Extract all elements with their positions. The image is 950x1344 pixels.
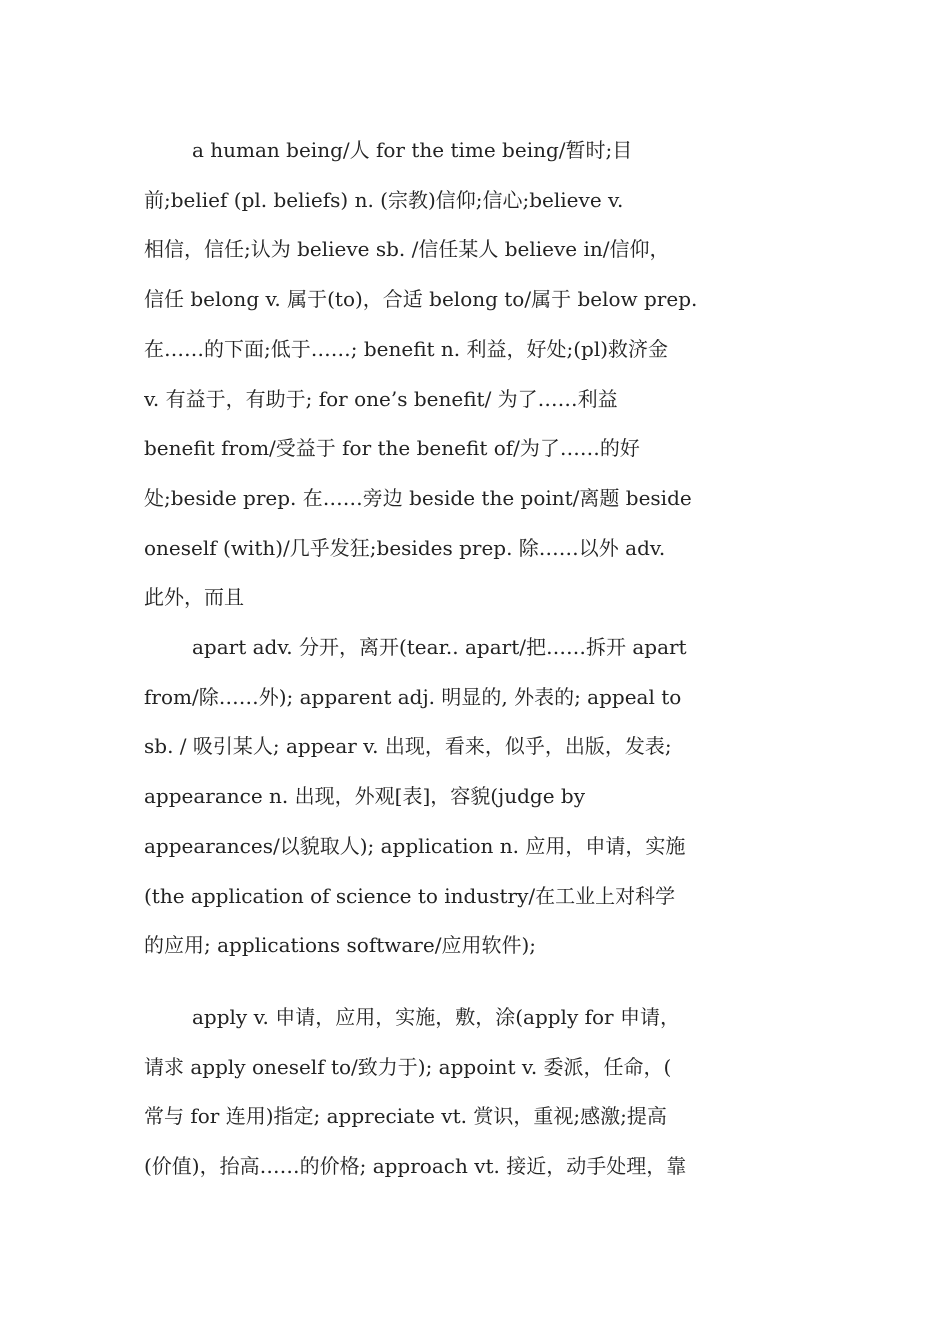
text-line: from/除……外); apparent adj. 明显的, 外表的; appeal to <box>144 684 682 709</box>
text-line: 相信，信任;认为 believe sb. /信任某人 believe in/信仰， <box>144 237 670 262</box>
text-line: appearance n. 出现，外观[表]，容貌(judge by <box>144 784 586 809</box>
text-line: 信任 belong v. 属于(to)，合适 belong to/属于 below prep. <box>144 287 698 312</box>
text-line: apart adv. 分开，离开(tear.. apart/把……拆开 apart <box>192 635 687 660</box>
text-line: (the application of science to industry/在工业上对科学 <box>144 883 676 908</box>
text-line: 的应用; applications software/应用软件); <box>144 933 536 958</box>
paragraph-apply <box>144 993 806 1192</box>
text-line: 前;belief (pl. beliefs) n. (宗教)信仰;信心;believe v. <box>144 187 624 212</box>
paragraph-apart <box>144 623 806 971</box>
text-line: 请求 apply oneself to/致力于); appoint v. 委派，任命，( <box>144 1054 672 1079</box>
paragraph-spacer <box>144 971 806 993</box>
text-line: benefit from/受益于 for the benefit of/为了……的好 <box>144 436 640 461</box>
text-line: (价值)，抬高……的价格; approach vt. 接近，动手处理，靠 <box>144 1154 687 1179</box>
text-line: 处;beside prep. 在……旁边 beside the point/离题 beside <box>144 485 692 510</box>
text-line: 此外，而且 <box>144 585 244 610</box>
paragraph-being <box>144 126 806 623</box>
text-line: a human being/人 for the time being/暂时;目 <box>192 138 633 162</box>
text-line: sb. / 吸引某人; appear v. 出现，看来，似乎，出版，发表; <box>144 734 672 759</box>
text-line: apply v. 申请，应用，实施，敷，涂(apply for 申请， <box>192 1004 680 1029</box>
text-line: 常与 for 连用)指定; appreciate vt. 赏识，重视;感激;提高 <box>144 1104 667 1129</box>
document-body <box>144 126 806 1192</box>
text-line: oneself (with)/几乎发狂;besides prep. 除……以外 adv. <box>144 535 666 560</box>
text-line: v. 有益于，有助于; for one’s benefit/ 为了……利益 <box>144 386 618 411</box>
text-line: appearances/以貌取人); application n. 应用，申请，实施 <box>144 833 686 858</box>
text-line: 在……的下面;低于……; benefit n. 利益，好处;(pl)救济金 <box>144 336 669 361</box>
